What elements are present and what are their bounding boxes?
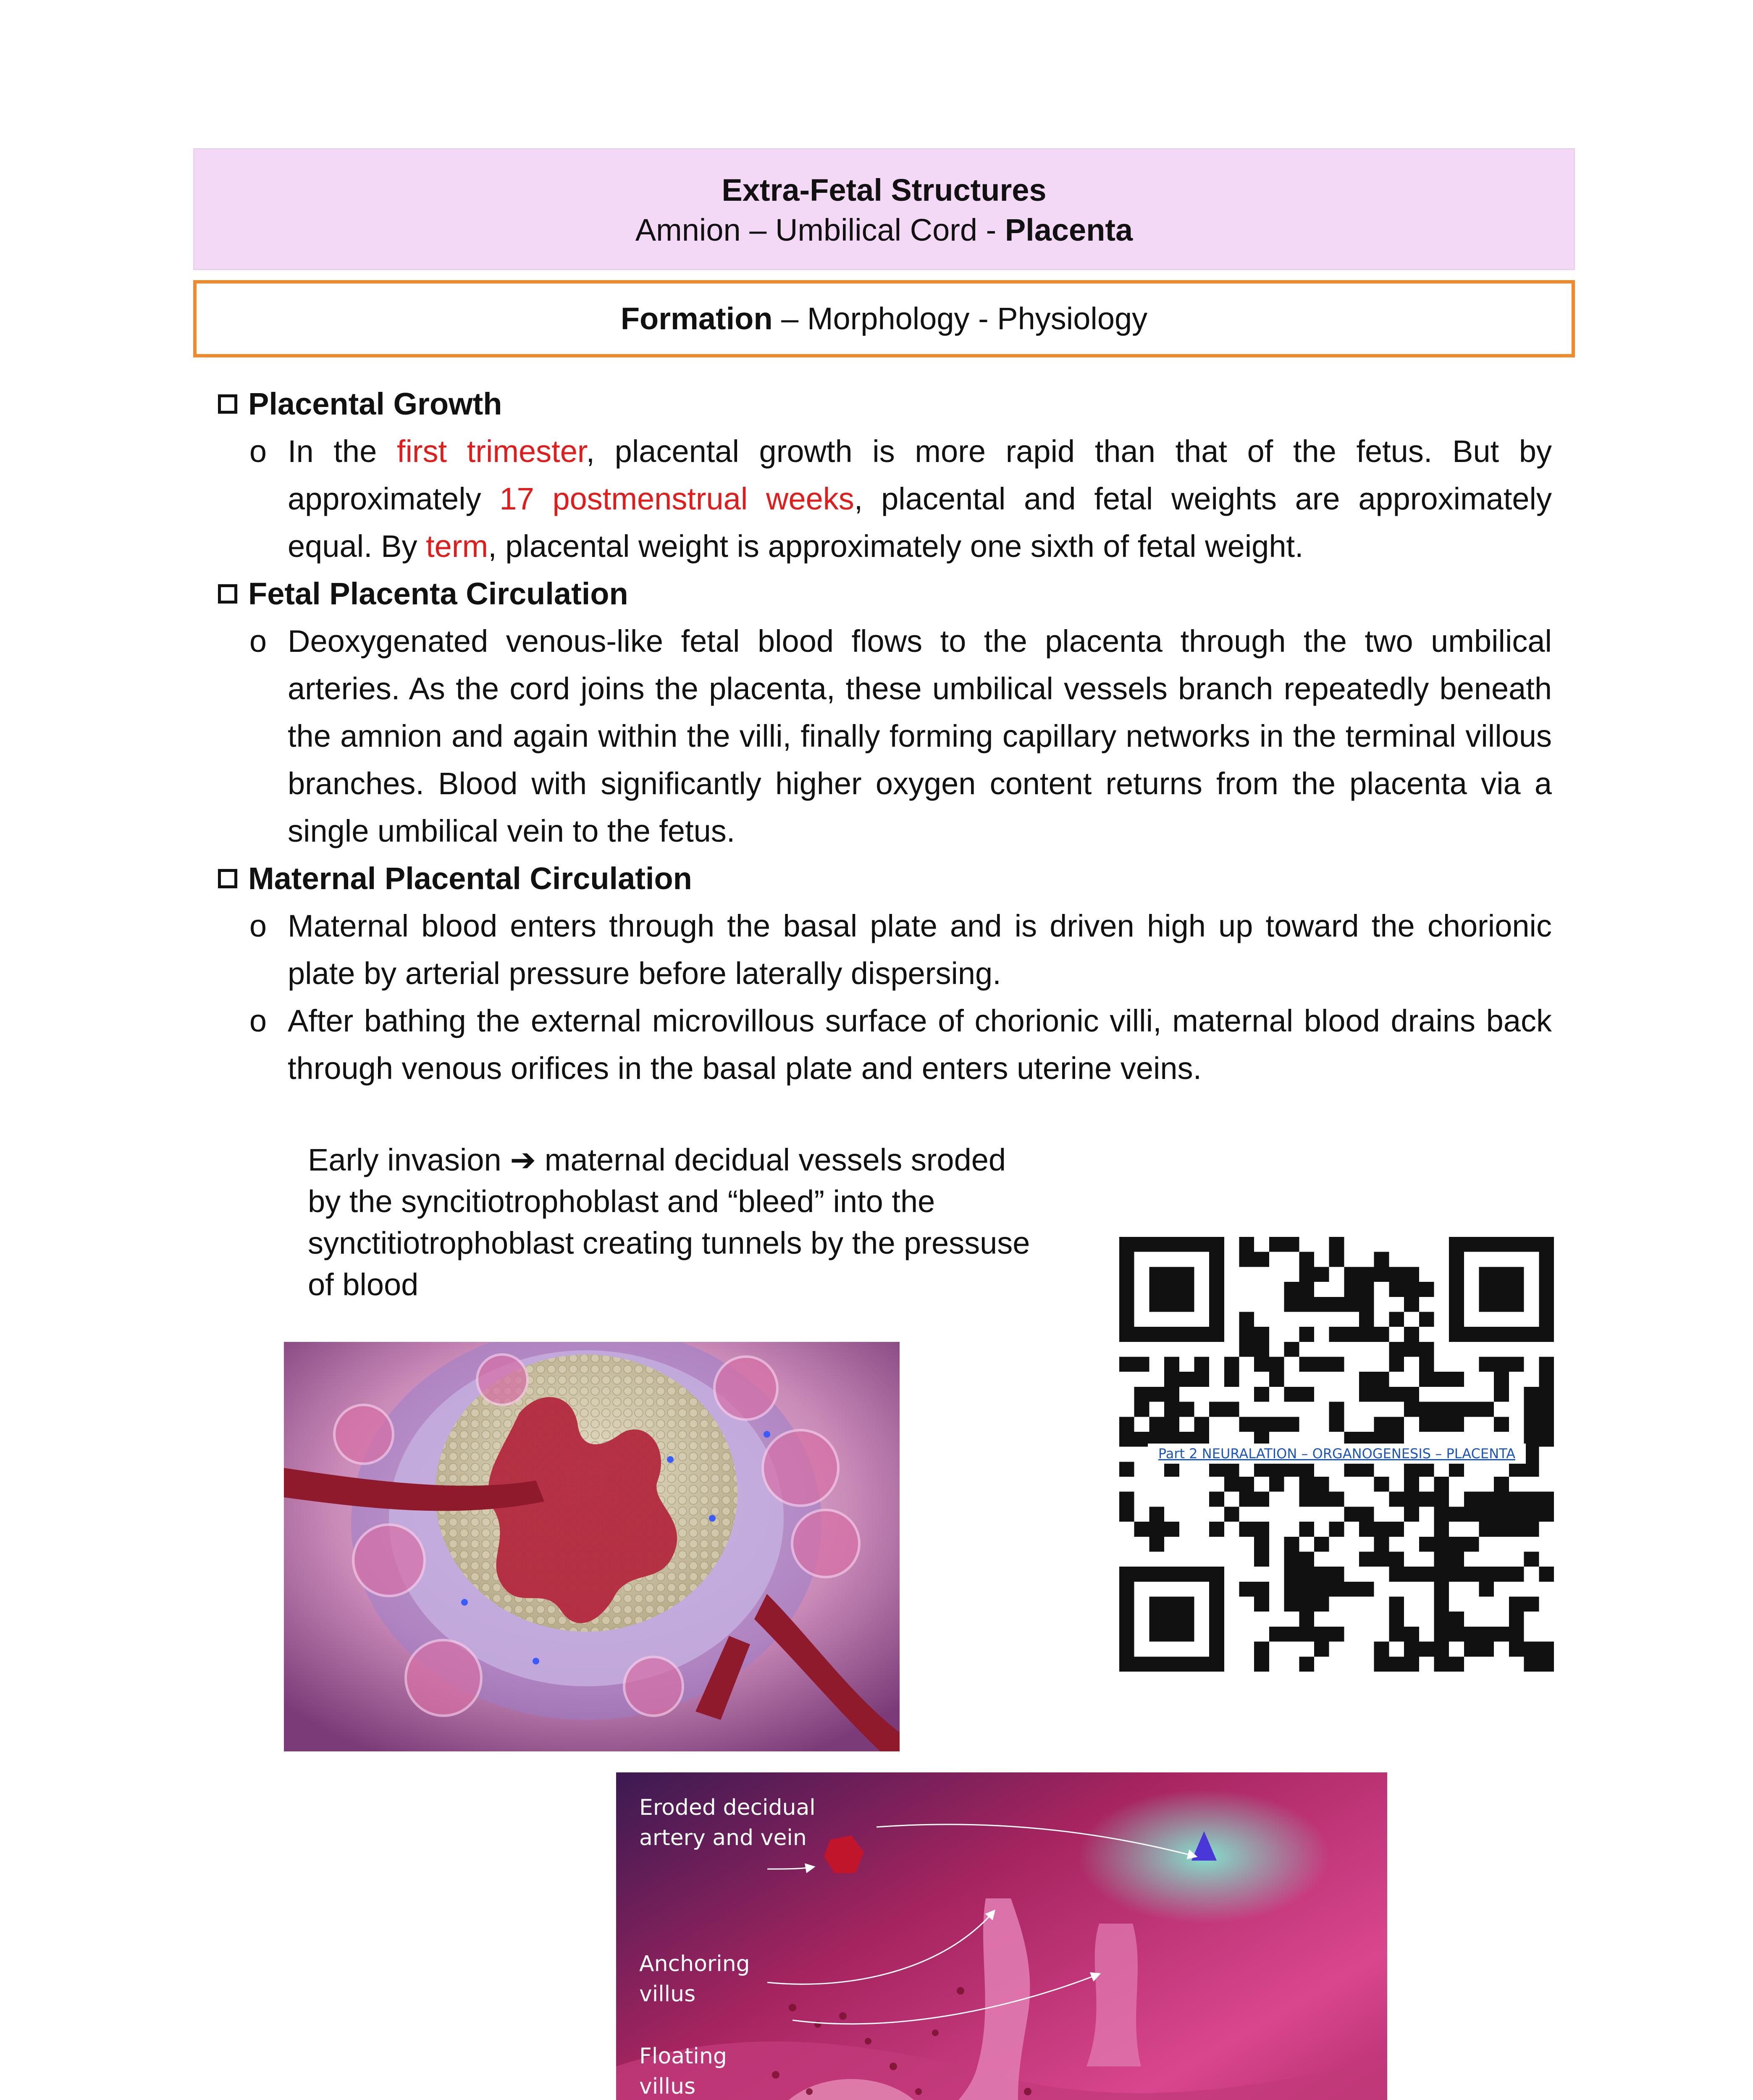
highlight-first-trimester: first trimester xyxy=(396,434,586,469)
highlight-17-weeks: 17 postmenstrual weeks xyxy=(499,481,854,516)
checkbox-icon xyxy=(218,394,237,414)
heading-text: Maternal Placental Circulation xyxy=(248,861,692,896)
3d-view-illustration xyxy=(616,1772,1387,2100)
bullet-text: Maternal blood enters through the basal plate and is driven high up toward the chorionic plate by arterial pressure before laterally dispersing. xyxy=(288,908,1552,991)
checkbox-icon xyxy=(218,584,237,604)
heading-text: Placental Growth xyxy=(248,386,502,421)
header-box xyxy=(193,148,1575,270)
figure-caption: Early invasion ➔ maternal decidual vessels sroded by the syncitiotrophoblast and “bleed” into the synctitiotrophoblast creating tunnels by the pressuse of blood xyxy=(308,1142,1030,1302)
section-heading-placental-growth xyxy=(216,380,1552,428)
formation-bar-rest: – Morphology - Physiology xyxy=(772,301,1148,336)
header-subtitle-bold: Placenta xyxy=(1005,213,1133,247)
list-item xyxy=(216,428,1552,570)
bullet-marker: o xyxy=(249,908,267,943)
bullet-text: Deoxygenated venous-like fetal blood flows to the placenta through the two umbilical arteries. As the cord joins the placenta, these umbilical vessels branch repeatedly beneath the amnion and again within the villi, finally forming capillary networks in the terminal villous branches. Blood with significantly higher oxygen content returns from the placenta via a single umbilical vein to the fetus. xyxy=(288,624,1552,848)
bullet-text: After bathing the external microvillous surface of chorionic villi, maternal blood drains back through venous orifices in the basal plate and enters uterine veins. xyxy=(288,1003,1552,1086)
label-anchoring-villus: Anchoring villus xyxy=(639,1951,750,2007)
heading-text: Fetal Placenta Circulation xyxy=(248,576,628,611)
label-eroded-vessels: Eroded decidual artery and vein xyxy=(639,1795,816,1851)
header-title: Extra-Fetal Structures xyxy=(722,173,1047,207)
main-content xyxy=(216,380,1552,1092)
qr-link[interactable]: Part 2 NEURALATION – ORGANOGENESIS – PLACENTA xyxy=(1148,1444,1526,1464)
section-heading-maternal-circulation xyxy=(216,855,1552,902)
formation-bar-bold: Formation xyxy=(620,301,773,336)
header-subtitle-plain: Amnion – Umbilical Cord - xyxy=(635,213,1005,247)
arrow-icon: ➔ xyxy=(510,1142,536,1177)
list-item xyxy=(216,902,1552,997)
bullet-marker: o xyxy=(249,434,267,469)
bullet-marker: o xyxy=(249,1003,267,1038)
formation-bar xyxy=(193,280,1575,357)
checkbox-icon xyxy=(218,869,237,888)
bullet-marker: o xyxy=(249,624,267,659)
list-item xyxy=(216,997,1552,1092)
label-floating-villus: Floating villus xyxy=(639,2044,727,2099)
invasion-illustration xyxy=(284,1342,900,1751)
invasion-illustration-svg xyxy=(284,1342,900,1751)
list-item xyxy=(216,617,1552,855)
header-subtitle xyxy=(194,209,1574,251)
bullet-text: In the first trimester, placental growth is more rapid than that of the fetus. But by approximately 17 postmenstrual weeks, placental and fetal weights are approximately equal. By term, placental weight is approximately one sixth of fetal weight. xyxy=(288,434,1552,564)
section-heading-fetal-circulation xyxy=(216,570,1552,617)
highlight-term: term xyxy=(426,529,488,564)
